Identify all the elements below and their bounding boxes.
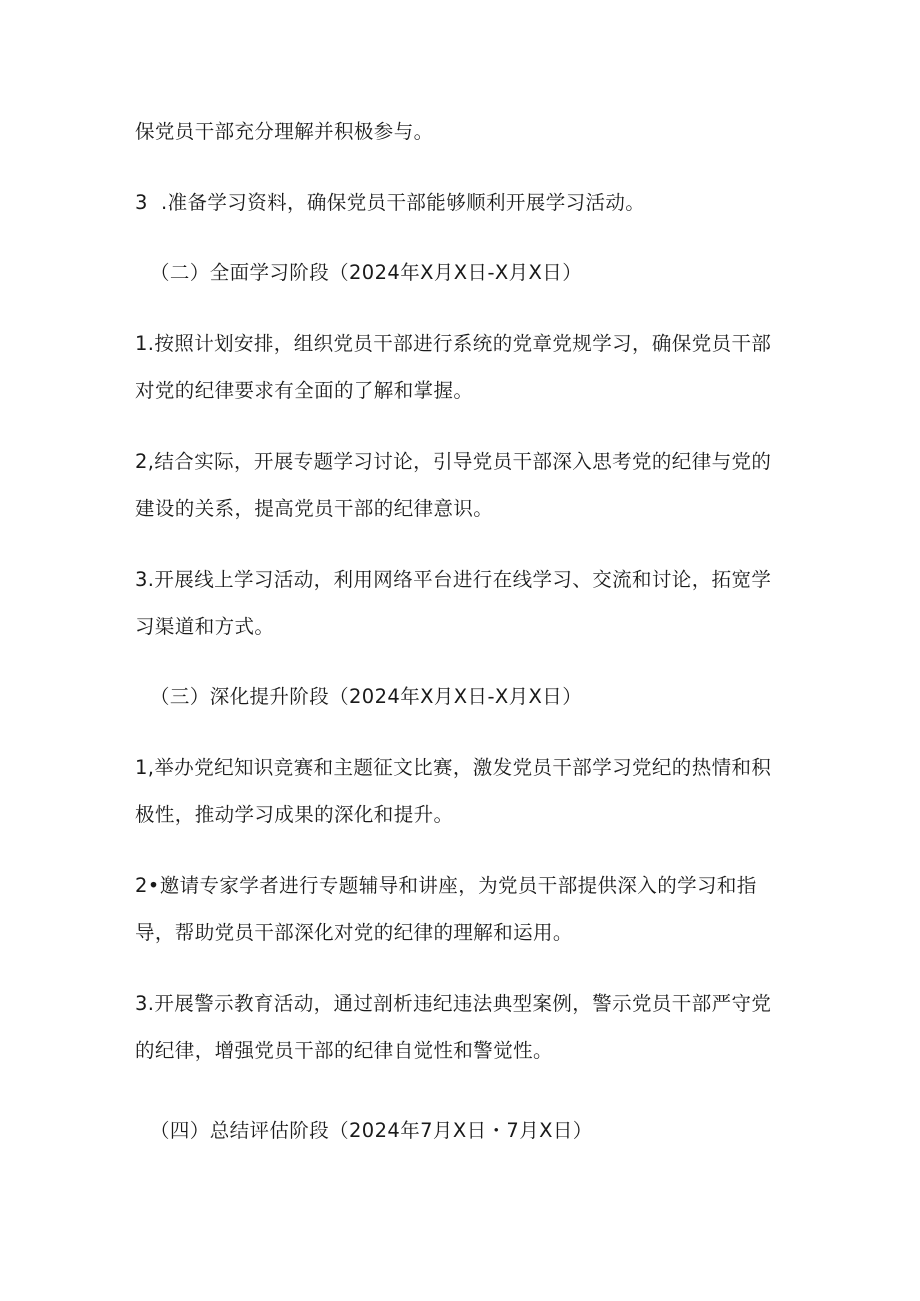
list-item-line: 对党的纪律要求有全面的了解和掌握。 bbox=[135, 379, 474, 402]
section-heading: （二）全面学习阶段（2024年X月X日-X月X日） bbox=[150, 261, 583, 284]
list-item-line: 2•邀请专家学者进行专题辅导和讲座，为党员干部提供深入的学习和指 bbox=[135, 874, 757, 897]
list-item-line: 习渠道和方式。 bbox=[135, 615, 275, 638]
list-item-line: 1,举办党纪知识竞赛和主题征文比赛，激发党员干部学习党纪的热情和积 bbox=[135, 756, 772, 779]
paragraph-line: 保党员干部充分理解并积极参与。 bbox=[135, 120, 434, 143]
list-item-line: 极性，推动学习成果的深化和提升。 bbox=[135, 803, 454, 826]
list-item-line: 3.开展警示教育活动，通过剖析违纪违法典型案例，警示党员干部严守党 bbox=[135, 992, 772, 1015]
list-item-line: 建设的关系，提高党员干部的纪律意识。 bbox=[135, 497, 494, 520]
list-item-line: 3 .准备学习资料，确保党员干部能够顺利开展学习活动。 bbox=[135, 191, 646, 214]
list-item-line: 3.开展线上学习活动，利用网络平台进行在线学习、交流和讨论，拓宽学 bbox=[135, 568, 772, 591]
list-item-line: 1.按照计划安排，组织党员干部进行系统的党章党规学习，确保党员干部 bbox=[135, 332, 772, 355]
section-heading: （三）深化提升阶段（2024年X月X日-X月X日） bbox=[150, 685, 583, 708]
list-item-line: 2,结合实际，开展专题学习讨论，引导党员干部深入思考党的纪律与党的 bbox=[135, 450, 772, 473]
list-item-line: 的纪律，增强党员干部的纪律自觉性和警觉性。 bbox=[135, 1039, 553, 1062]
list-item-line: 导，帮助党员干部深化对党的纪律的理解和运用。 bbox=[135, 921, 573, 944]
section-heading: （四）总结评估阶段（2024年7月X日・7月X日） bbox=[150, 1119, 593, 1142]
